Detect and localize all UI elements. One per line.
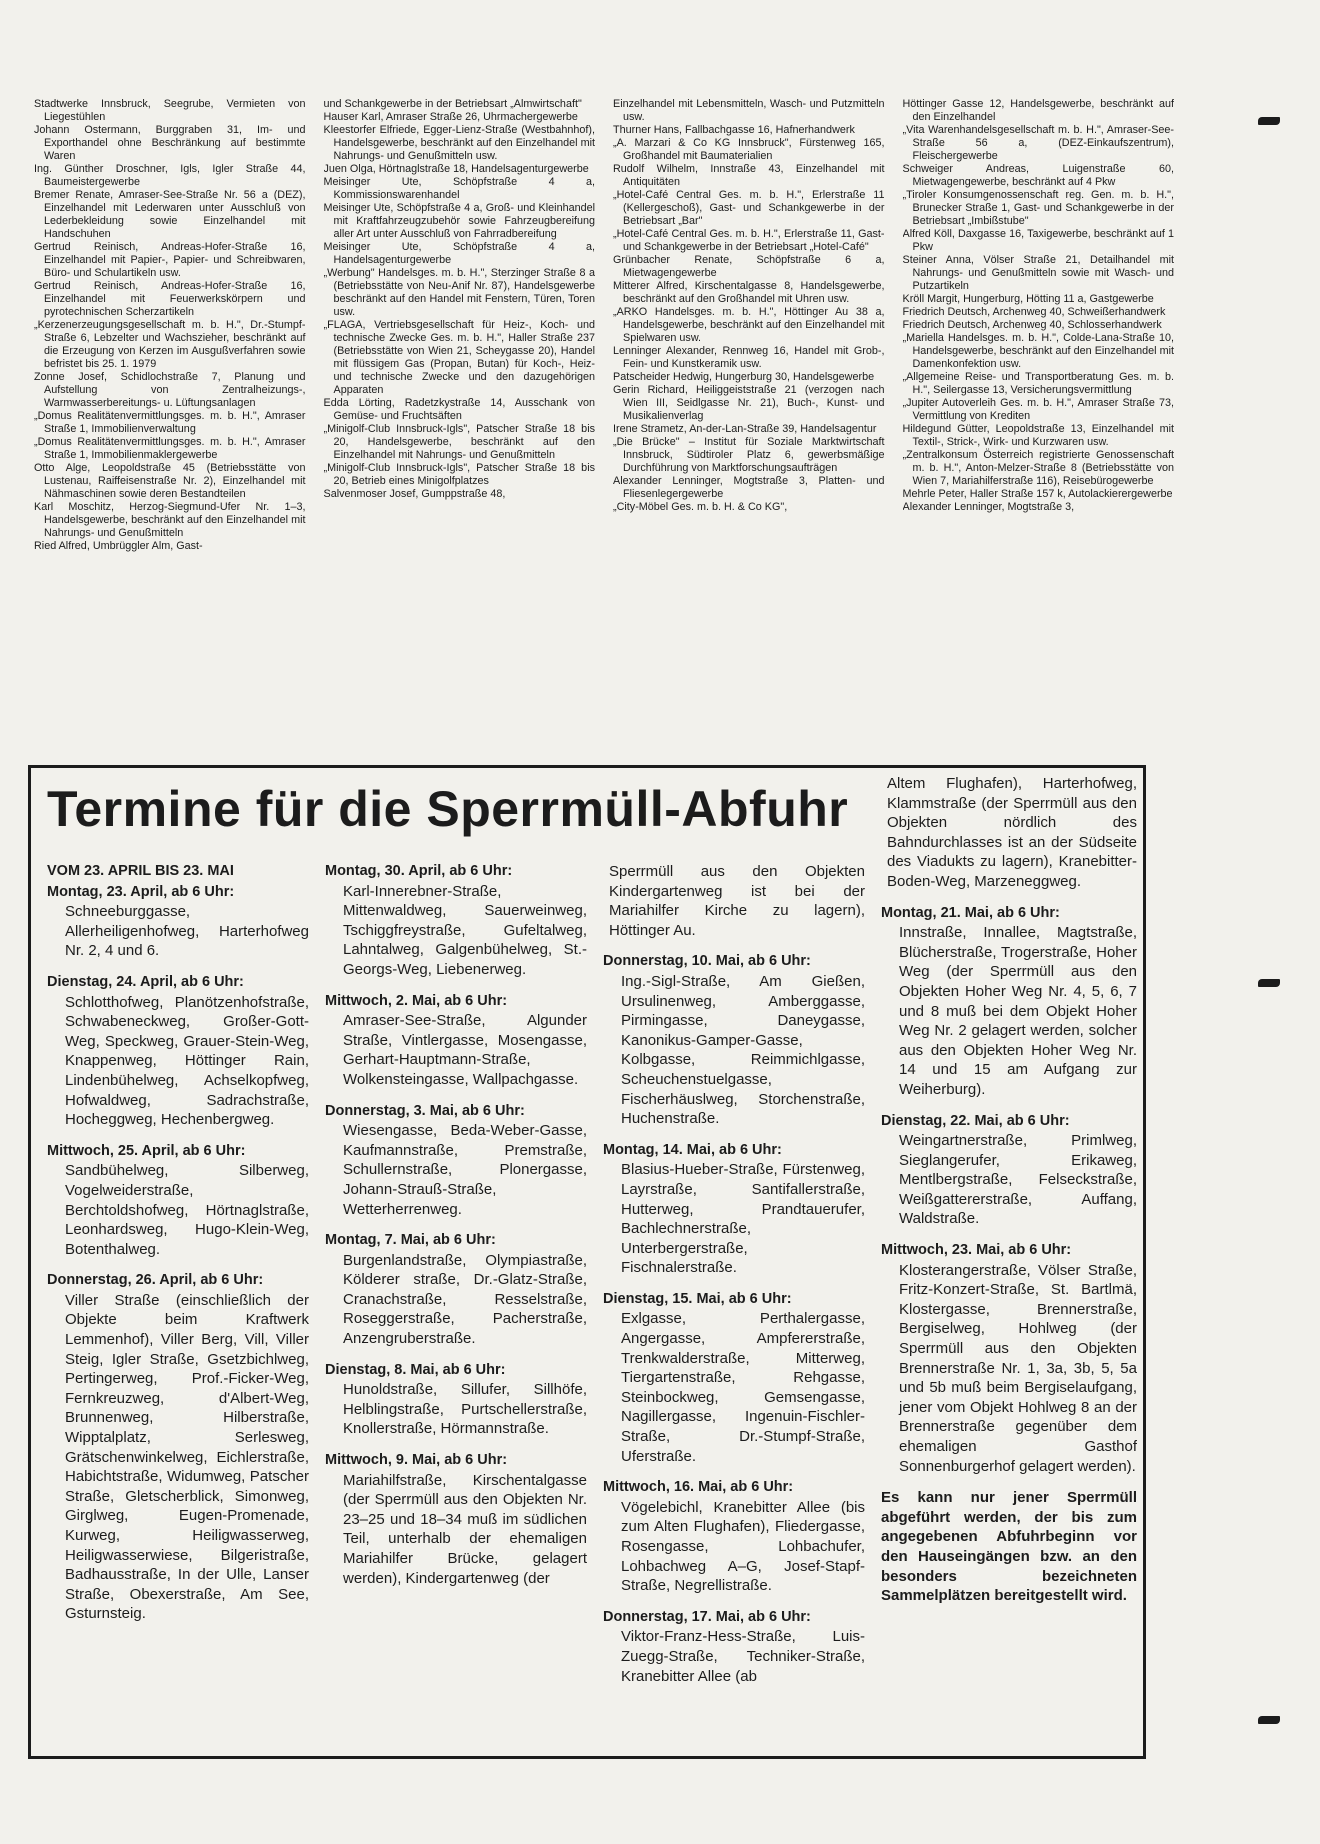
- bulky-waste-notice: [28, 765, 1146, 1759]
- schedule-streets: Wiesengasse, Beda-Weber-Gasse, Kaufmannstraße, Premstraße, Schullernstraße, Plonergasse, Johann-Strauß-Straße, Wetterherrenweg.: [343, 1122, 587, 1218]
- margin-mark: [1258, 979, 1280, 987]
- listing-entry: „Zentralkonsum Österreich registrierte Genossenschaft m. b. H.", Anton-Melzer-Straße 8 (Betriebsstätte von Wien 7, Mariahilferstraße 116), Reisebürogewerbe: [902, 449, 1174, 487]
- schedule-streets: Schlotthofweg, Planötzenhofstraße, Schwabeneckweg, Großer-Gott-Weg, Speckweg, Grauer-Stein-Weg, Knappenweg, Höttinger Rain, Lindenbühelweg, Achselkopfweg, Hofwaldweg, Sadrachstraße, Hocheggweg, Hechenbergweg.: [65, 993, 309, 1129]
- schedule-section: [47, 883, 309, 961]
- listing-column-1: [34, 98, 306, 738]
- notice-column-2: [325, 862, 587, 1742]
- listing-entry: „Kerzenerzeugungsgesellschaft m. b. H.", Dr.-Stumpf-Straße 6, Lebzelter und Wachszieher, beschränkt auf die Erzeugung von Kerzen im Ausgußverfahren sowie befristet bis 25. 1. 1979: [34, 319, 306, 370]
- margin-mark: [1258, 1716, 1280, 1724]
- schedule-heading: Dienstag, 8. Mai, ab 6 Uhr:: [325, 1361, 506, 1378]
- schedule-heading: Donnerstag, 3. Mai, ab 6 Uhr:: [325, 1102, 525, 1119]
- schedule-heading: Mittwoch, 25. April, ab 6 Uhr:: [47, 1142, 246, 1159]
- listing-entry: „Hotel-Café Central Ges. m. b. H.", Erlerstraße 11, Gast- und Schankgewerbe in der Betriebsart „Hotel-Café": [613, 228, 885, 253]
- schedule-heading: Donnerstag, 17. Mai, ab 6 Uhr:: [603, 1608, 811, 1625]
- listing-entry: „A. Marzari & Co KG Innsbruck", Fürstenweg 165, Großhandel mit Baumaterialien: [613, 137, 885, 162]
- schedule-heading: Dienstag, 24. April, ab 6 Uhr:: [47, 973, 244, 990]
- listing-entry: Zonne Josef, Schidlochstraße 7, Planung und Aufstellung von Zentralheizungs-, Warmwasserbereitungs- u. Lüftungsanlagen: [34, 371, 306, 409]
- schedule-heading: Mittwoch, 9. Mai, ab 6 Uhr:: [325, 1452, 508, 1469]
- schedule-section: [881, 1241, 1137, 1476]
- schedule-heading: Montag, 30. April, ab 6 Uhr:: [325, 863, 513, 879]
- schedule-streets: Viller Straße (einschließlich der Objekte beim Kraftwerk Lemmenhof), Viller Berg, Vill, Viller Steig, Igler Straße, Gsetzbichlweg, Pertingerweg, Prof.-Ficker-Weg, Fernkreuzweg, d'Albert-Weg, Brunnenweg, Hilberstraße, Wipptalplatz, Serlesweg, Grätschenwinkelweg, Eichlerstraße, Habichtstraße, Widumweg, Patscher Straße, Gletscherblick, Simonweg, Girglweg, Eugen-Promenade, Kurweg, Heiligwasserweg, Heiligwasserwiese, Bilgeristraße, Badhausstraße, In der Ulle, Lanser Straße, Obexerstraße, Am See, Gsturnsteig.: [65, 1291, 309, 1623]
- schedule-section: [325, 1102, 587, 1220]
- schedule-heading: Donnerstag, 26. April, ab 6 Uhr:: [47, 1272, 264, 1289]
- schedule-streets: Sperrmüll aus den Objekten Kindergartenweg ist bei der Mariahilfer Kirche zu lagern), Höttinger Au.: [609, 863, 865, 939]
- schedule-section: [603, 862, 865, 940]
- schedule-heading: Dienstag, 15. Mai, ab 6 Uhr:: [603, 1290, 792, 1307]
- listing-entry: Karl Moschitz, Herzog-Siegmund-Ufer Nr. 1–3, Handelsgewerbe, beschränkt auf den Einzelhandel mit Nahrungs- und Genußmitteln: [34, 501, 306, 539]
- schedule-section: [47, 1271, 309, 1624]
- schedule-streets: Sandbühelweg, Silberweg, Vogelweiderstraße, Berchtoldshofweg, Hörtnaglstraße, Leonhardsweg, Hugo-Klein-Weg, Botenthalweg.: [65, 1162, 309, 1258]
- schedule-section: [325, 862, 587, 980]
- listing-entry: „Minigolf-Club Innsbruck-Igls", Patscher Straße 18 bis 20, Handelsgewerbe, beschränkt auf den Einzelhandel mit Nahrungs- und Genußmitteln: [323, 423, 595, 461]
- schedule-heading: Donnerstag, 10. Mai, ab 6 Uhr:: [603, 953, 811, 970]
- listing-entry: Ing. Günther Droschner, Igls, Igler Straße 44, Baumeistergewerbe: [34, 163, 306, 188]
- schedule-section: [325, 1231, 587, 1349]
- listing-entry: Bremer Renate, Amraser-See-Straße Nr. 56 a (DEZ), Einzelhandel mit Lederwaren unter Ausschluß von Lederbekleidung sowie Einzelhandel mit Handschuhen: [34, 189, 306, 240]
- listing-entry: Rudolf Wilhelm, Innstraße 43, Einzelhandel mit Antiquitäten: [613, 163, 885, 188]
- schedule-section: [47, 1142, 309, 1260]
- listing-entry: „City-Möbel Ges. m. b. H. & Co KG",: [613, 501, 788, 513]
- listing-entry: Alexander Lenninger, Mogtstraße 3, Platten- und Fliesenlegergewerbe: [613, 475, 885, 500]
- schedule-streets: Schneeburggasse, Allerheiligenhofweg, Harterhofweg Nr. 2, 4 und 6.: [65, 903, 309, 960]
- schedule-section: [603, 1478, 865, 1596]
- listing-entry: Friedrich Deutsch, Archenweg 40, Schweißerhandwerk: [902, 306, 1166, 318]
- listing-entry: Ried Alfred, Umbrüggler Alm, Gast-: [34, 540, 203, 552]
- listing-entry: Johann Ostermann, Burggraben 31, Im- und Exporthandel ohne Beschränkung auf bestimmte Waren: [34, 124, 306, 162]
- listing-entry: Steiner Anna, Völser Straße 21, Detailhandel mit Nahrungs- und Genußmitteln sowie mit Wasch- und Putzartikeln: [902, 254, 1174, 292]
- schedule-section: [603, 952, 865, 1128]
- listing-entry: Salvenmoser Josef, Gumppstraße 48,: [323, 488, 506, 500]
- listing-entry: Gertrud Reinisch, Andreas-Hofer-Straße 16, Einzelhandel mit Feuerwerkskörpern und pyrotechnischen Scherzartikeln: [34, 280, 306, 318]
- listing-entry: Patscheider Hedwig, Hungerburg 30, Handelsgewerbe: [613, 371, 875, 383]
- notice-column-3: [603, 862, 865, 1742]
- closing-note: Es kann nur jener Sperrmüll abgeführt werden, der bis zum angegebenen Abfuhrbeginn vor den Hauseingängen bzw. an den besonders bezeichneten Sammelplätzen bereitgestellt wird.: [881, 1489, 1137, 1605]
- listing-entry: Edda Lörting, Radetzkystraße 14, Ausschank von Gemüse- und Fruchtsäften: [323, 397, 595, 422]
- listing-entry: „Allgemeine Reise- und Transportberatung Ges. m. b. H.", Seilergasse 13, Versicherungsvermittlung: [902, 371, 1174, 396]
- schedule-heading: Mittwoch, 16. Mai, ab 6 Uhr:: [603, 1479, 794, 1496]
- listing-entry: Kröll Margit, Hungerburg, Hötting 11 a, Gastgewerbe: [902, 293, 1154, 305]
- listing-entry: Kleestorfer Elfriede, Egger-Lienz-Straße (Westbahnhof), Handelsgewerbe, beschränkt auf den Einzelhandel mit Nahrungs- und Genußmitteln usw.: [323, 124, 595, 162]
- schedule-section: [603, 1290, 865, 1466]
- listing-entry: „Domus Realitätenvermittlungsges. m. b. H.", Amraser Straße 1, Immobilienverwaltung: [34, 410, 306, 435]
- listing-column-2: [324, 98, 596, 738]
- schedule-streets: Karl-Innerebner-Straße, Mittenwaldweg, Sauerweinweg, Tschiggfreystraße, Gufeltalweg, Lahntalweg, Galgenbühelweg, St.-Georgs-Weg, Liebenerweg.: [343, 882, 587, 978]
- listing-entry: Stadtwerke Innsbruck, Seegrube, Vermieten von Liegestühlen: [34, 98, 306, 123]
- schedule-streets: Viktor-Franz-Hess-Straße, Luis-Zuegg-Straße, Techniker-Straße, Kranebitter Allee (ab: [621, 1628, 865, 1685]
- schedule-streets: Burgenlandstraße, Olympiastraße, Kölderer straße, Dr.-Glatz-Straße, Cranachstraße, Resselstraße, Roseggerstraße, Pacherstraße, Anzengruberstraße.: [343, 1251, 587, 1348]
- schedule-section: [881, 904, 1137, 1100]
- listing-entry: Einzelhandel mit Lebensmitteln, Wasch- und Putzmitteln usw.: [613, 98, 885, 123]
- schedule-streets: Altem Flughafen), Harterhofweg, Klammstraße (der Sperrmüll aus den Objekten nördlich des Bahndurchlasses ist an der Südseite des Viadukts zu lagern), Kranebitter-Boden-Weg, Marzeneggweg.: [887, 775, 1137, 890]
- schedule-streets: Weingartnerstraße, Primlweg, Sieglangerufer, Erikaweg, Mentlbergstraße, Felseckstraße, Weißgattererstraße, Auffang, Waldstraße.: [899, 1132, 1137, 1228]
- schedule-heading: Mittwoch, 23. Mai, ab 6 Uhr:: [881, 1242, 1072, 1259]
- schedule-section: [881, 774, 1137, 892]
- listing-column-3: [613, 98, 885, 738]
- listing-entry: Gertrud Reinisch, Andreas-Hofer-Straße 16, Einzelhandel mit Papier-, Papier- und Schreibwaren, Büro- und Schulartikeln usw.: [34, 241, 306, 279]
- notice-column-4: [881, 774, 1137, 1744]
- schedule-heading: Montag, 14. Mai, ab 6 Uhr:: [603, 1141, 782, 1158]
- listing-column-4: [903, 98, 1175, 738]
- listing-entry: Lenninger Alexander, Rennweg 16, Handel mit Grob-, Fein- und Kunstkeramik usw.: [613, 345, 885, 370]
- listing-entry: „Vita Warenhandelsgesellschaft m. b. H.", Amraser-See-Straße 56 a, (DEZ-Einkaufszentrum), Fleischergewerbe: [902, 124, 1174, 162]
- schedule-section: [325, 992, 587, 1090]
- listing-entry: „Jupiter Autoverleih Ges. m. b. H.", Amraser Straße 73, Vermittlung von Krediten: [902, 397, 1174, 422]
- listing-entry: Irene Strametz, An-der-Lan-Straße 39, Handelsagentur: [613, 423, 877, 435]
- schedule-streets: Amraser-See-Straße, Algunder Straße, Vintlergasse, Mosengasse, Gerhart-Hauptmann-Straße, Wolkensteingasse, Wallpachgasse.: [343, 1012, 587, 1088]
- listing-entry: Grünbacher Renate, Schöpfstraße 6 a, Mietwagengewerbe: [613, 254, 885, 279]
- schedule-section: [325, 1361, 587, 1439]
- listing-entry: „Hotel-Café Central Ges. m. b. H.", Erlerstraße 11 (Kellergeschoß), Gast- und Schankgewerbe in der Betriebsart „Bar": [613, 189, 885, 227]
- schedule-streets: Mariahilfstraße, Kirschentalgasse (der Sperrmüll aus den Objekten Nr. 23–25 und 18–34 muß im südlichen Teil, unterhalb der ehemaligen Mariahilfer Brücke, gelagert werden), Kindergartenweg (der: [343, 1471, 587, 1587]
- listing-entry: „FLAGA, Vertriebsgesellschaft für Heiz-, Koch- und technische Zwecke Ges. m. b. H.", Haller Straße 237 (Betriebsstätte von Wien 21, Scheygasse 20), Handel mit flüssigem Gas (Propan, Butan) für Koch-, Heiz- und technische Zwecke und den dazugehörigen Apparaten: [323, 319, 595, 396]
- listing-entry: „Werbung" Handelsges. m. b. H.", Sterzinger Straße 8 a (Betriebsstätte von Neu-Anif Nr. 87), Handelsgewerbe beschränkt auf den Handel mit Fenstern, Türen, Toren usw.: [323, 267, 595, 318]
- listing-entry: Mitterer Alfred, Kirschentalgasse 8, Handelsgewerbe, beschränkt auf den Großhandel mit Uhren usw.: [613, 280, 885, 305]
- schedule-streets: Ing.-Sigl-Straße, Am Gießen, Ursulinenweg, Amberggasse, Pirmingasse, Daneygasse, Kanonikus-Gamper-Gasse, Kolbgasse, Reimmichlgasse, Scheuchenstuelgasse, Fischerhäuslweg, Storchenstraße, Huchenstraße.: [621, 972, 865, 1128]
- listing-entry: „Mariella Handelsges. m. b. H.", Colde-Lana-Straße 10, Handelsgewerbe, beschränkt auf den Einzelhandel mit Damenkonfektion usw.: [902, 332, 1174, 370]
- listing-entry: Juen Olga, Hörtnaglstraße 18, Handelsagenturgewerbe: [323, 163, 589, 175]
- margin-mark: [1258, 117, 1280, 125]
- schedule-streets: Vögelebichl, Kranebitter Allee (bis zum Alten Flughafen), Fliedergasse, Rosengasse, Lohbachufer, Lohbachweg A–G, Josef-Stapf-Straße, Negrellistraße.: [621, 1498, 865, 1595]
- listing-entry: und Schankgewerbe in der Betriebsart „Almwirtschaft": [323, 98, 582, 110]
- schedule-section: [603, 1608, 865, 1686]
- schedule-section: [47, 973, 309, 1130]
- listing-entry: Höttinger Gasse 12, Handelsgewerbe, beschränkt auf den Einzelhandel: [902, 98, 1174, 123]
- listing-entry: Meisinger Ute, Schöpfstraße 4 a, Handelsagenturgewerbe: [323, 241, 595, 266]
- listing-entry: Hauser Karl, Amraser Straße 26, Uhrmachergewerbe: [323, 111, 578, 123]
- schedule-streets: Innstraße, Innallee, Magtstraße, Blücherstraße, Trogerstraße, Hoher Weg (der Sperrmüll aus den Objekten Hoher Weg Nr. 4, 5, 6, 7 und 8 muß bei dem Objekt Hoher Weg Nr. 2 gelagert werden, solcher aus den Objekten Hoher Weg Nr. 14 und 15 am Aufgang zur Weiherburg).: [899, 924, 1137, 1098]
- schedule-heading: Montag, 23. April, ab 6 Uhr:: [47, 883, 235, 900]
- schedule-section: [325, 1451, 587, 1588]
- date-range: VOM 23. APRIL BIS 23. MAI: [47, 863, 234, 879]
- listing-entry: Schweiger Andreas, Luigenstraße 60, Mietwagengewerbe, beschränkt auf 4 Pkw: [902, 163, 1174, 188]
- listing-entry: Alexander Lenninger, Mogtstraße 3,: [902, 501, 1075, 513]
- listing-entry: Otto Alge, Leopoldstraße 45 (Betriebsstätte von Lustenau, Raiffeisenstraße Nr. 2), Einzelhandel mit Nähmaschinen sowie deren Bestandteilen: [34, 462, 306, 500]
- schedule-heading: Mittwoch, 2. Mai, ab 6 Uhr:: [325, 992, 508, 1009]
- listing-entry: Alfred Köll, Daxgasse 16, Taxigewerbe, beschränkt auf 1 Pkw: [902, 228, 1174, 253]
- listing-entry: Hildegund Gütter, Leopoldstraße 13, Einzelhandel mit Textil-, Strick-, Wirk- und Kurzwaren usw.: [902, 423, 1174, 448]
- schedule-heading: Montag, 21. Mai, ab 6 Uhr:: [881, 904, 1060, 921]
- schedule-heading: Dienstag, 22. Mai, ab 6 Uhr:: [881, 1112, 1070, 1129]
- schedule-streets: Hunoldstraße, Sillufer, Sillhöfe, Helblingstraße, Purtschellerstraße, Knollerstraße, Hörmannstraße.: [343, 1381, 587, 1438]
- notice-column-1: [47, 862, 309, 1742]
- listing-entry: Mehrle Peter, Haller Straße 157 k, Autolackierergewerbe: [902, 488, 1173, 500]
- listing-entry: „Domus Realitätenvermittlungsges. m. b. H.", Amraser Straße 1, Immobilienmaklergewerbe: [34, 436, 306, 461]
- listing-entry: Thurner Hans, Fallbachgasse 16, Hafnerhandwerk: [613, 124, 855, 136]
- listing-entry: „Tiroler Konsumgenossenschaft reg. Gen. m. b. H.", Brunecker Straße 1, Gast- und Schankgewerbe in der Betriebsart „Imbißstube": [902, 189, 1174, 227]
- listing-entry: Gerin Richard, Heiliggeiststraße 21 (verzogen nach Wien III, Seidlgasse Nr. 21), Buch-, Kunst- und Musikalienverlag: [613, 384, 885, 422]
- listing-entry: Meisinger Ute, Schöpfstraße 4 a, Groß- und Kleinhandel mit Kraftfahrzeugzubehör sowie Fahrzeugbereifung aller Art unter Ausschluß von Fahrradbereifung: [323, 202, 595, 240]
- schedule-streets: Exlgasse, Perthalergasse, Angergasse, Ampfererstraße, Trenkwalderstraße, Mitterweg, Tiergartenstraße, Rehgasse, Steinbockweg, Gemsengasse, Nagillergasse, Ingenuin-Fischler-Straße, Dr.-Stumpf-Straße, Uferstraße.: [621, 1310, 865, 1465]
- notice-headline: Termine für die Sperrmüll-Abfuhr: [47, 781, 849, 837]
- schedule-streets: Blasius-Hueber-Straße, Fürstenweg, Layrstraße, Santifallerstraße, Hutterweg, Prandtauerufer, Bachlechnerstraße, Unterbergerstraße, Fischnalerstraße.: [621, 1161, 865, 1277]
- schedule-heading: Montag, 7. Mai, ab 6 Uhr:: [325, 1232, 496, 1249]
- schedule-section: [881, 1112, 1137, 1230]
- listing-entry: „ARKO Handelsges. m. b. H.", Höttinger Au 38 a, Handelsgewerbe, beschränkt auf den Einzelhandel mit Spielwaren usw.: [613, 306, 885, 344]
- registry-listing: [34, 98, 1174, 738]
- listing-entry: Meisinger Ute, Schöpfstraße 4 a, Kommissionswarenhandel: [323, 176, 595, 201]
- listing-entry: Friedrich Deutsch, Archenweg 40, Schlosserhandwerk: [902, 319, 1162, 331]
- schedule-streets: Klosterangerstraße, Völser Straße, Fritz-Konzert-Straße, St. Bartlmä, Klostergasse, Brennerstraße, Bergiselweg, Hohlweg (der Sperrmüll aus den Objekten Brennerstraße Nr. 1, 3a, 3b, 5, 5a und 5b muß beim Bergiselaufgang, jener vom Objekt Hohlweg 8 an der Brennerstraße gegenüber dem ehemaligen Gasthof Sonnenburgerhof gelagert werden).: [899, 1261, 1137, 1475]
- schedule-section: [603, 1141, 865, 1278]
- listing-entry: „Die Brücke" – Institut für Soziale Marktwirtschaft Innsbruck, Südtiroler Platz 6, gewerbsmäßige Durchführung von Marktforschungsaufträgen: [613, 436, 885, 474]
- listing-entry: „Minigolf-Club Innsbruck-Igls", Patscher Straße 18 bis 20, Betrieb eines Minigolfplatzes: [323, 462, 595, 487]
